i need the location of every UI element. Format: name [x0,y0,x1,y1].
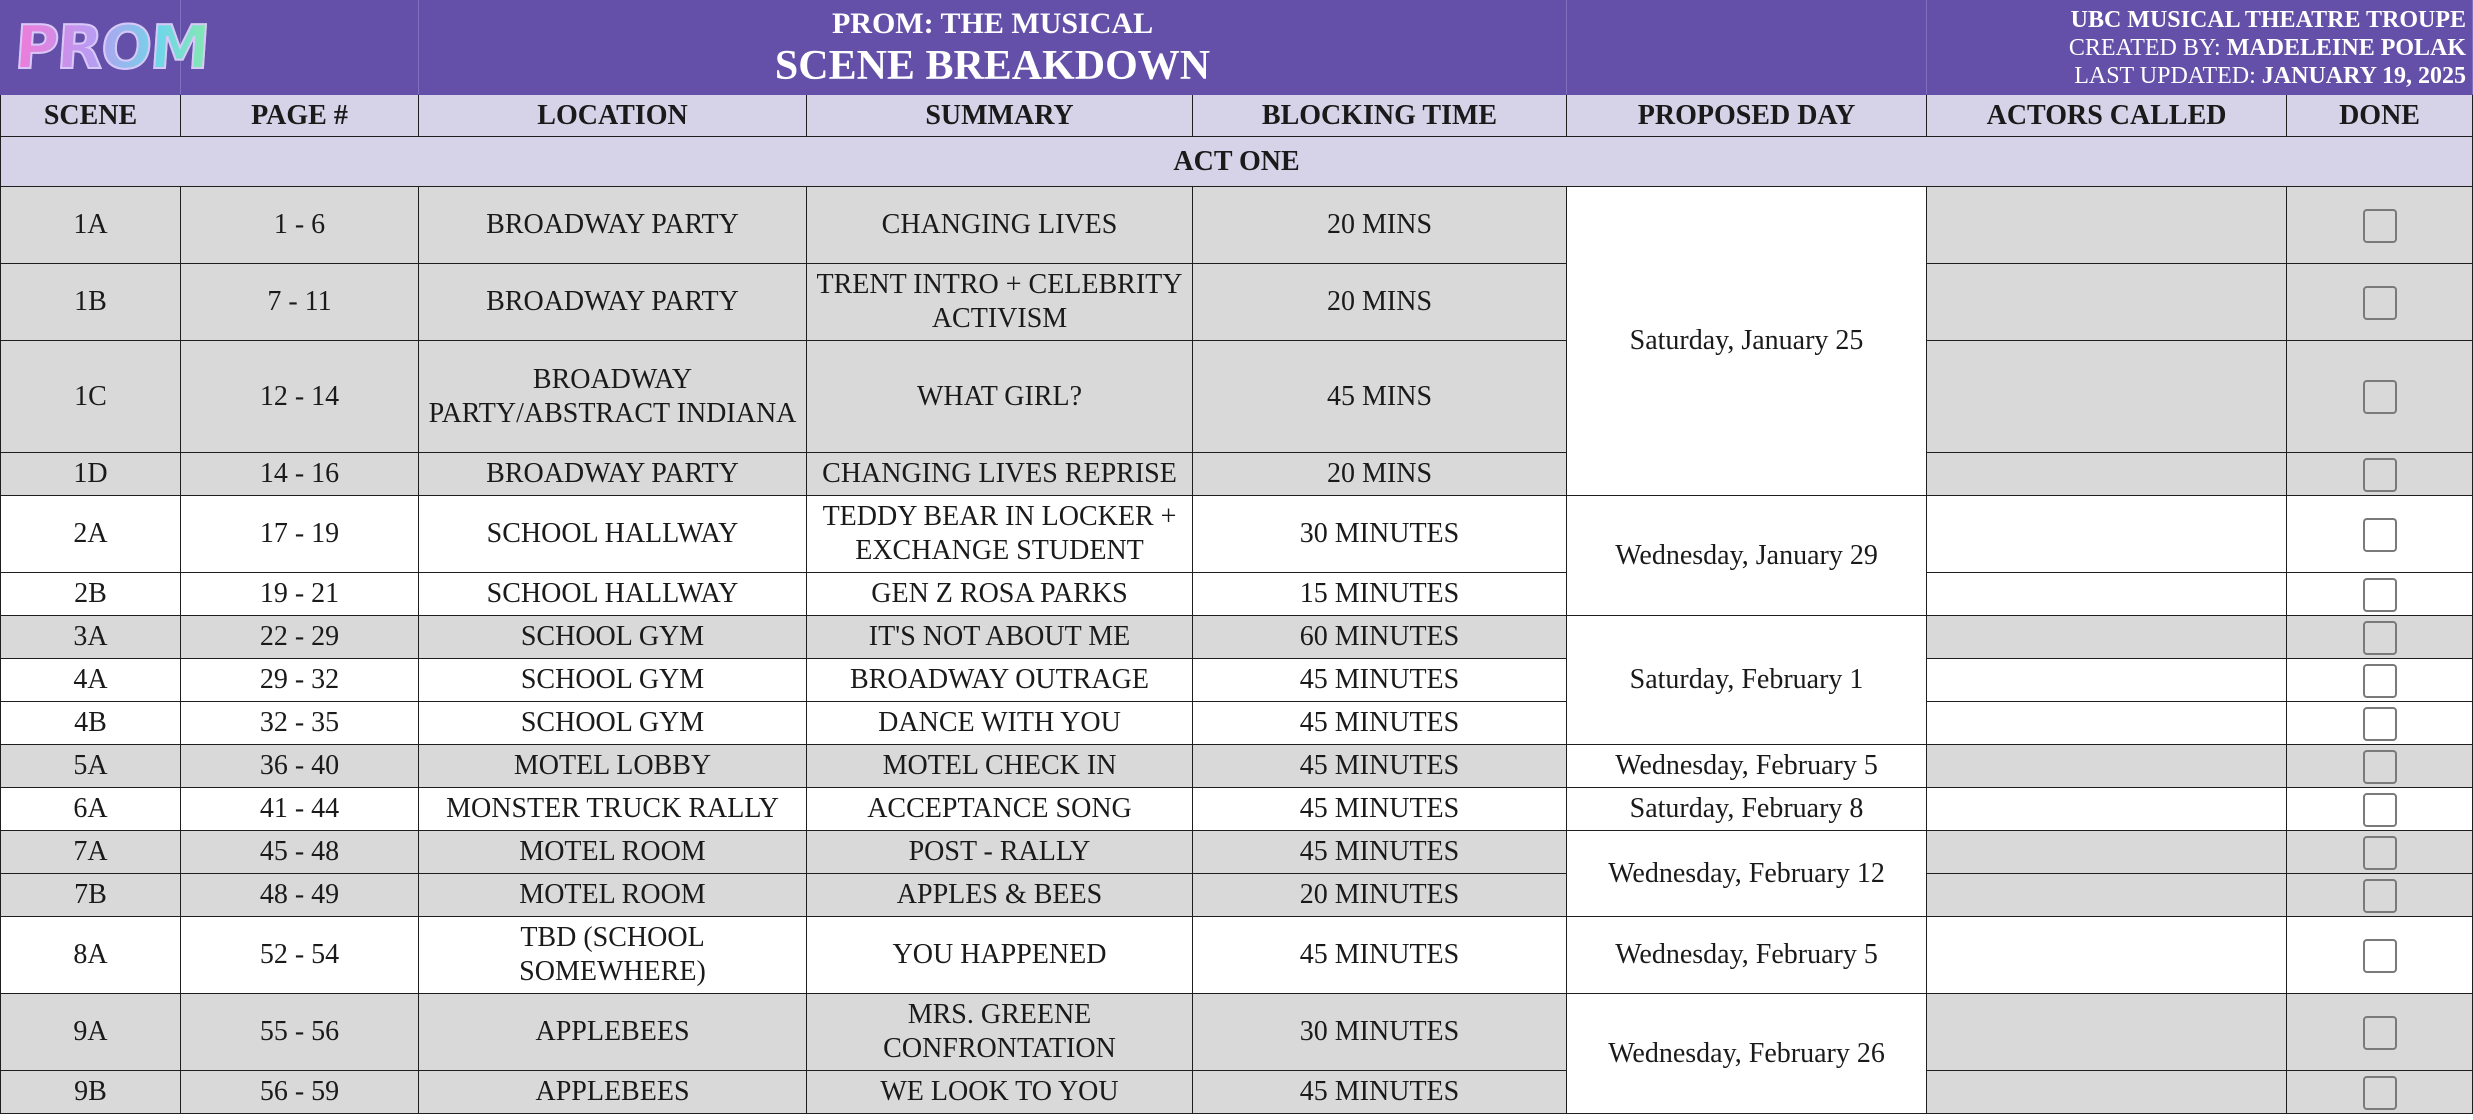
done-checkbox[interactable] [2363,879,2397,913]
summary-cell[interactable]: WHAT GIRL? [807,341,1193,453]
done-cell [2287,659,2473,702]
done-checkbox[interactable] [2363,664,2397,698]
page-cell[interactable]: 17 - 19 [181,496,419,573]
summary-cell[interactable]: CHANGING LIVES REPRISE [807,453,1193,496]
location-cell[interactable]: SCHOOL GYM [419,702,807,745]
actors-called-cell[interactable] [1927,264,2287,341]
scene-cell[interactable]: 4A [1,659,181,702]
done-checkbox[interactable] [2363,707,2397,741]
table-row [1,453,2473,496]
done-cell [2287,264,2473,341]
col-header-actors-called[interactable]: ACTORS CALLED [1927,95,2287,137]
blocking-time-cell[interactable]: 45 MINUTES [1193,702,1567,745]
table-row [1,264,2473,341]
done-cell [2287,573,2473,616]
page-cell[interactable]: 56 - 59 [181,1071,419,1114]
actors-called-cell[interactable] [1927,496,2287,573]
title-banner [1,1,2473,95]
page-cell[interactable]: 52 - 54 [181,917,419,994]
done-checkbox[interactable] [2363,793,2397,827]
page-cell[interactable]: 22 - 29 [181,616,419,659]
done-cell [2287,616,2473,659]
location-cell[interactable]: MONSTER TRUCK RALLY [419,788,807,831]
summary-cell[interactable]: YOU HAPPENED [807,917,1193,994]
done-checkbox[interactable] [2363,1016,2397,1050]
act-row [1,137,2473,187]
location-cell[interactable]: MOTEL LOBBY [419,745,807,788]
location-cell[interactable]: BROADWAY PARTY [419,187,807,264]
proposed-day-cell[interactable]: Wednesday, February 26 [1567,994,1927,1114]
actors-called-cell[interactable] [1927,453,2287,496]
actors-called-cell[interactable] [1927,341,2287,453]
location-cell[interactable]: BROADWAY PARTY [419,264,807,341]
created-by: CREATED BY: MADELEINE POLAK [2068,34,2467,61]
blocking-time-cell[interactable]: 45 MINUTES [1193,788,1567,831]
sheet-title: SCENE BREAKDOWN [774,42,1211,89]
act-label[interactable]: ACT ONE [1,137,2473,187]
summary-cell[interactable]: WE LOOK TO YOU [807,1071,1193,1114]
summary-cell[interactable]: MRS. GREENE CONFRONTATION [807,994,1193,1071]
scene-cell[interactable]: 2B [1,573,181,616]
location-cell[interactable]: SCHOOL GYM [419,659,807,702]
scene-cell[interactable]: 2A [1,496,181,573]
page-cell[interactable]: 41 - 44 [181,788,419,831]
actors-called-cell[interactable] [1927,1071,2287,1114]
table-row [1,702,2473,745]
blocking-time-cell[interactable]: 20 MINUTES [1193,874,1567,917]
proposed-day-cell[interactable]: Saturday, February 1 [1567,616,1927,745]
logo-cell [1,1,211,95]
scene-cell[interactable]: 8A [1,917,181,994]
page-cell[interactable]: 14 - 16 [181,453,419,496]
location-cell[interactable]: SCHOOL GYM [419,616,807,659]
done-checkbox[interactable] [2363,518,2397,552]
page-cell[interactable]: 12 - 14 [181,341,419,453]
blocking-time-cell[interactable]: 45 MINUTES [1193,831,1567,874]
column-header-row [1,95,2473,137]
table-row [1,616,2473,659]
scene-cell[interactable]: 1A [1,187,181,264]
location-cell[interactable]: MOTEL ROOM [419,874,807,917]
actors-called-cell[interactable] [1927,702,2287,745]
done-cell [2287,831,2473,874]
blocking-time-cell[interactable]: 45 MINUTES [1193,745,1567,788]
done-cell [2287,917,2473,994]
table-row [1,187,2473,264]
actors-called-cell[interactable] [1927,994,2287,1071]
done-cell [2287,1071,2473,1114]
done-cell [2287,341,2473,453]
col-header-page[interactable]: PAGE # [181,95,419,137]
scene-cell[interactable]: 4B [1,702,181,745]
page-cell[interactable]: 19 - 21 [181,573,419,616]
summary-cell[interactable]: GEN Z ROSA PARKS [807,573,1193,616]
table-row [1,874,2473,917]
location-cell[interactable]: APPLEBEES [419,994,807,1071]
actors-called-cell[interactable] [1927,745,2287,788]
table-row [1,496,2473,573]
page-cell[interactable]: 55 - 56 [181,994,419,1071]
summary-cell[interactable]: IT'S NOT ABOUT ME [807,616,1193,659]
summary-cell[interactable]: CHANGING LIVES [807,187,1193,264]
done-checkbox[interactable] [2363,286,2397,320]
location-cell[interactable]: APPLEBEES [419,1071,807,1114]
proposed-day-cell[interactable]: Wednesday, February 5 [1567,917,1927,994]
col-header-location[interactable]: LOCATION [419,95,807,137]
summary-cell[interactable]: APPLES & BEES [807,874,1193,917]
scene-cell[interactable]: 1B [1,264,181,341]
table-row [1,573,2473,616]
done-checkbox[interactable] [2363,578,2397,612]
table-row [1,745,2473,788]
actors-called-cell[interactable] [1927,831,2287,874]
scene-cell[interactable]: 7B [1,874,181,917]
scene-cell[interactable]: 3A [1,616,181,659]
scene-cell[interactable]: 9B [1,1071,181,1114]
credits-cell[interactable] [1927,1,2473,95]
done-checkbox[interactable] [2363,939,2397,973]
actors-called-cell[interactable] [1927,917,2287,994]
page-cell[interactable]: 36 - 40 [181,745,419,788]
summary-cell[interactable]: DANCE WITH YOU [807,702,1193,745]
location-cell[interactable]: BROADWAY PARTY/ABSTRACT INDIANA [419,341,807,453]
blocking-time-cell[interactable]: 30 MINUTES [1193,496,1567,573]
page-cell[interactable]: 29 - 32 [181,659,419,702]
blocking-time-cell[interactable]: 45 MINUTES [1193,659,1567,702]
done-checkbox[interactable] [2363,209,2397,243]
location-cell[interactable]: BROADWAY PARTY [419,453,807,496]
col-header-summary[interactable]: SUMMARY [807,95,1193,137]
page-cell[interactable]: 48 - 49 [181,874,419,917]
blocking-time-cell[interactable]: 20 MINS [1193,187,1567,264]
table-row [1,1071,2473,1114]
troupe-name: UBC MUSICAL THEATRE TROUPE [2070,6,2467,33]
done-cell [2287,994,2473,1071]
summary-cell[interactable]: TEDDY BEAR IN LOCKER + EXCHANGE STUDENT [807,496,1193,573]
show-title: PROM: THE MUSICAL [831,6,1154,40]
banner-blank-cell[interactable] [181,1,419,95]
actors-called-cell[interactable] [1927,874,2287,917]
summary-cell[interactable]: ACCEPTANCE SONG [807,788,1193,831]
done-checkbox[interactable] [2363,1076,2397,1110]
banner-title-cell[interactable] [419,1,1567,95]
table-row [1,659,2473,702]
blocking-time-cell[interactable]: 20 MINS [1193,453,1567,496]
scene-cell[interactable]: 5A [1,745,181,788]
blocking-time-cell[interactable]: 20 MINS [1193,264,1567,341]
done-cell [2287,453,2473,496]
done-checkbox[interactable] [2363,380,2397,414]
location-cell[interactable]: SCHOOL HALLWAY [419,573,807,616]
scene-cell[interactable]: 6A [1,788,181,831]
actors-called-cell[interactable] [1927,616,2287,659]
table-row [1,994,2473,1071]
proposed-day-cell[interactable]: Saturday, February 8 [1567,788,1927,831]
blocking-time-cell[interactable]: 60 MINUTES [1193,616,1567,659]
scene-cell[interactable]: 7A [1,831,181,874]
page-cell[interactable]: 1 - 6 [181,187,419,264]
done-checkbox[interactable] [2363,836,2397,870]
table-row [1,917,2473,994]
prom-logo: PROM [12,12,211,83]
blocking-time-cell[interactable]: 15 MINUTES [1193,573,1567,616]
scene-cell[interactable]: 1D [1,453,181,496]
col-header-scene[interactable]: SCENE [1,95,181,137]
summary-cell[interactable]: BROADWAY OUTRAGE [807,659,1193,702]
summary-cell[interactable]: POST - RALLY [807,831,1193,874]
done-cell [2287,788,2473,831]
col-header-done[interactable]: DONE [2287,95,2473,137]
proposed-day-cell[interactable]: Saturday, January 25 [1567,187,1927,496]
page-cell[interactable]: 7 - 11 [181,264,419,341]
table-row [1,788,2473,831]
blocking-time-cell[interactable]: 45 MINS [1193,341,1567,453]
table-row [1,341,2473,453]
proposed-day-cell[interactable]: Wednesday, January 29 [1567,496,1927,616]
summary-cell[interactable]: TRENT INTRO + CELEBRITY ACTIVISM [807,264,1193,341]
done-checkbox[interactable] [2363,621,2397,655]
actors-called-cell[interactable] [1927,659,2287,702]
location-cell[interactable]: MOTEL ROOM [419,831,807,874]
page-cell[interactable]: 32 - 35 [181,702,419,745]
scene-cell[interactable]: 9A [1,994,181,1071]
banner-blank-cell[interactable] [1567,1,1927,95]
blocking-time-cell[interactable]: 30 MINUTES [1193,994,1567,1071]
proposed-day-cell[interactable]: Wednesday, February 12 [1567,831,1927,917]
done-checkbox[interactable] [2363,750,2397,784]
blocking-time-cell[interactable]: 45 MINUTES [1193,1071,1567,1114]
table-row [1,831,2473,874]
summary-cell[interactable]: MOTEL CHECK IN [807,745,1193,788]
done-checkbox[interactable] [2363,458,2397,492]
done-cell [2287,496,2473,573]
actors-called-cell[interactable] [1927,573,2287,616]
done-cell [2287,745,2473,788]
scene-cell[interactable]: 1C [1,341,181,453]
actors-called-cell[interactable] [1927,788,2287,831]
done-cell [2287,874,2473,917]
proposed-day-cell[interactable]: Wednesday, February 5 [1567,745,1927,788]
location-cell[interactable]: TBD (SCHOOL SOMEWHERE) [419,917,807,994]
last-updated: LAST UPDATED: JANUARY 19, 2025 [2074,62,2467,89]
page-cell[interactable]: 45 - 48 [181,831,419,874]
done-cell [2287,187,2473,264]
blocking-time-cell[interactable]: 45 MINUTES [1193,917,1567,994]
col-header-proposed-day[interactable]: PROPOSED DAY [1567,95,1927,137]
actors-called-cell[interactable] [1927,187,2287,264]
col-header-blocking-time[interactable]: BLOCKING TIME [1193,95,1567,137]
done-cell [2287,702,2473,745]
location-cell[interactable]: SCHOOL HALLWAY [419,496,807,573]
